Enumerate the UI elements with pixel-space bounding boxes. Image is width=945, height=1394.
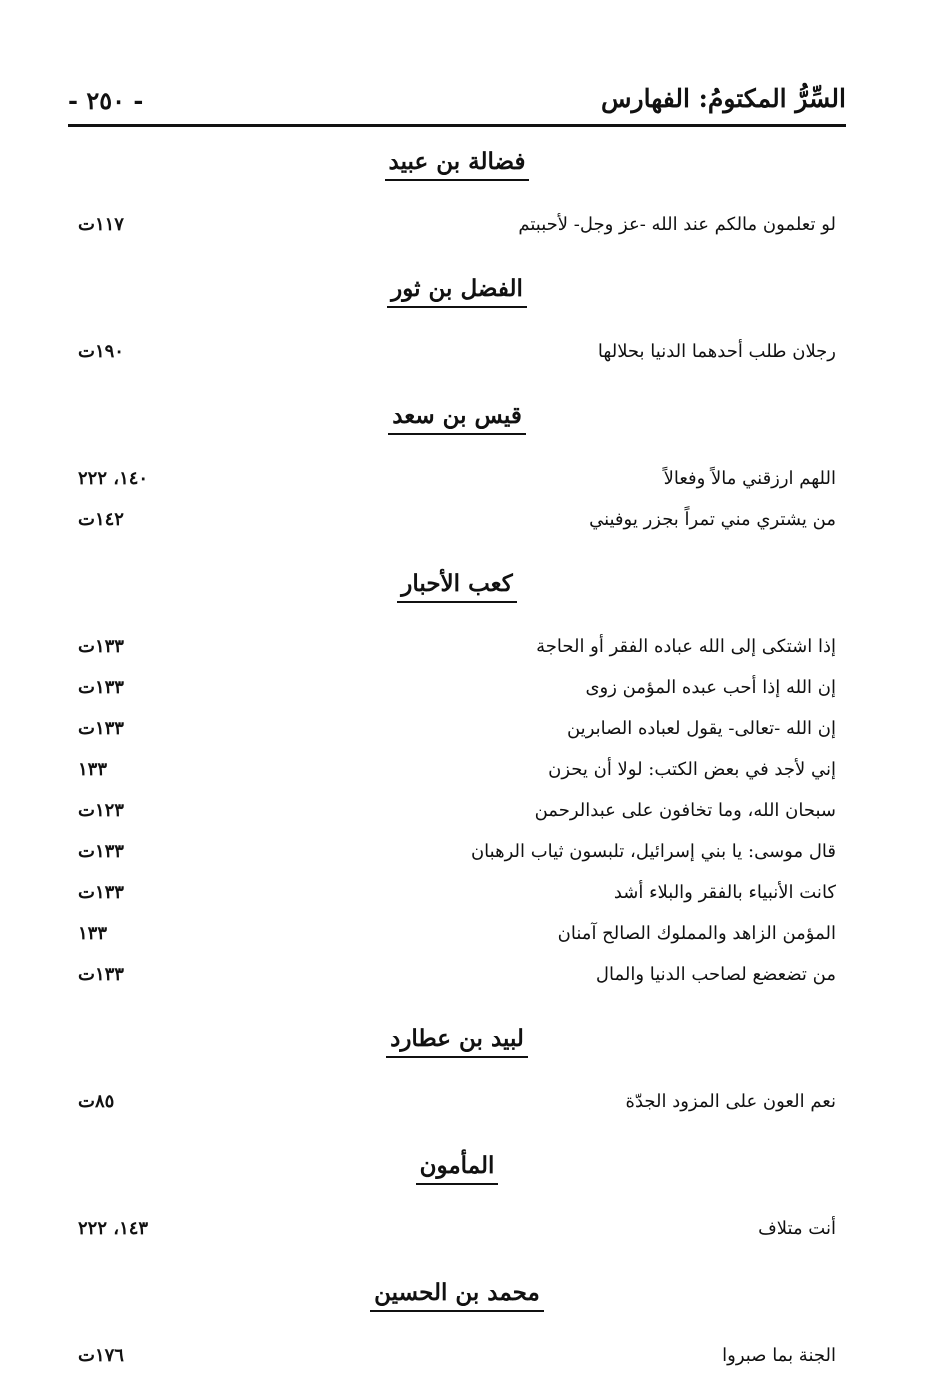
section-gap — [78, 999, 836, 1013]
entry-page-ref: ١٤٢ت — [78, 509, 124, 530]
index-entry — [78, 1339, 836, 1380]
entry-text: أنت متلاف — [758, 1218, 836, 1239]
section-heading-text: المأمون — [416, 1152, 499, 1185]
entry-page-ref: ٨٥ت — [78, 1091, 115, 1112]
section-gap — [78, 249, 836, 263]
section-heading — [78, 570, 836, 610]
entry-text: من يشتري مني تمراً بجزر يوفيني — [589, 509, 836, 530]
entry-text: قال موسى: يا بني إسرائيل، تلبسون ثياب الرهبان — [470, 841, 836, 862]
index-entry — [78, 503, 836, 544]
section-gap — [78, 1126, 836, 1140]
section-heading-text: فضالة بن عبيد — [385, 148, 530, 181]
section-heading-text: قيس بن سعد — [388, 402, 526, 435]
entry-page-ref: ١٤٠، ٢٢٢ — [78, 468, 149, 489]
entry-page-ref: ١٢٣ت — [78, 800, 124, 821]
index-entry — [78, 753, 836, 794]
entry-page-ref: ١٩٠ت — [78, 341, 124, 362]
page-header — [68, 82, 846, 124]
section-heading — [78, 1025, 836, 1065]
index-entry — [78, 208, 836, 249]
entry-text: من تضعضع لصاحب الدنيا والمال — [595, 964, 836, 985]
entry-text: لو تعلمون مالكم عند الله -عز وجل- لأحببتم — [518, 214, 836, 235]
index-entry — [78, 958, 836, 999]
section-gap — [78, 1253, 836, 1267]
section-heading — [78, 1152, 836, 1192]
index-entry — [78, 835, 836, 876]
section-heading-text: الفضل بن ثور — [387, 275, 527, 308]
section-gap — [78, 376, 836, 390]
entry-text: نعم العون على المزود الجدّة — [625, 1091, 836, 1112]
entry-text: كانت الأنبياء بالفقر والبلاء أشد — [613, 882, 836, 903]
entry-page-ref: ١٣٣ت — [78, 677, 124, 698]
entry-text: إن الله إذا أحب عبده المؤمن زوى — [585, 677, 836, 698]
entry-page-ref: ١٣٣ت — [78, 718, 124, 739]
entry-text: إذا اشتكى إلى الله عباده الفقر أو الحاجة — [536, 636, 836, 657]
section-heading — [78, 402, 836, 442]
index-entry — [78, 876, 836, 917]
index-entry — [78, 1085, 836, 1126]
header-title: السِّرُّ المكتومُ: الفهارس — [601, 84, 846, 113]
entry-text: إني لأجد في بعض الكتب: لولا أن يحزن — [548, 759, 836, 780]
entry-page-ref: ١١٧ت — [78, 214, 124, 235]
entry-text: إن الله -تعالى- يقول لعباده الصابرين — [566, 718, 836, 739]
entry-page-ref: ١٣٣ — [78, 923, 108, 944]
section-heading — [78, 1279, 836, 1319]
entry-text: رجلان طلب أحدهما الدنيا بحلالها — [597, 341, 836, 362]
page-number: - ٢٥٠ - — [68, 86, 144, 115]
section-gap — [78, 544, 836, 558]
entry-page-ref: ١٤٣، ٢٢٢ — [78, 1218, 149, 1239]
entry-text: سبحان الله، وما تخافون على عبدالرحمن — [534, 800, 836, 821]
section-heading-text: لبيد بن عطارد — [386, 1025, 528, 1058]
index-entry — [78, 794, 836, 835]
entry-text: الجنة بما صبروا — [722, 1345, 836, 1366]
index-entry — [78, 712, 836, 753]
index-entry — [78, 335, 836, 376]
section-heading — [78, 275, 836, 315]
section-gap — [78, 1380, 836, 1394]
entry-page-ref: ١٣٣ت — [78, 882, 124, 903]
header-rule — [68, 124, 846, 127]
entry-page-ref: ١٧٦ت — [78, 1345, 124, 1366]
entry-page-ref: ١٣٣ت — [78, 841, 124, 862]
index-entry — [78, 1212, 836, 1253]
index-entry — [78, 671, 836, 712]
entry-page-ref: ١٣٣ت — [78, 964, 124, 985]
entry-page-ref: ١٣٣ — [78, 759, 108, 780]
section-heading-text: محمد بن الحسين — [370, 1279, 544, 1312]
index-entry — [78, 630, 836, 671]
index-entry — [78, 462, 836, 503]
index-entry — [78, 917, 836, 958]
index-content — [78, 136, 836, 1394]
entry-text: اللهم ارزقني مالاً وفعالاً — [663, 468, 836, 489]
entry-text: المؤمن الزاهد والمملوك الصالح آمنان — [557, 923, 836, 944]
section-heading-text: كعب الأحبار — [397, 570, 516, 603]
section-heading — [78, 148, 836, 188]
entry-page-ref: ١٣٣ت — [78, 636, 124, 657]
